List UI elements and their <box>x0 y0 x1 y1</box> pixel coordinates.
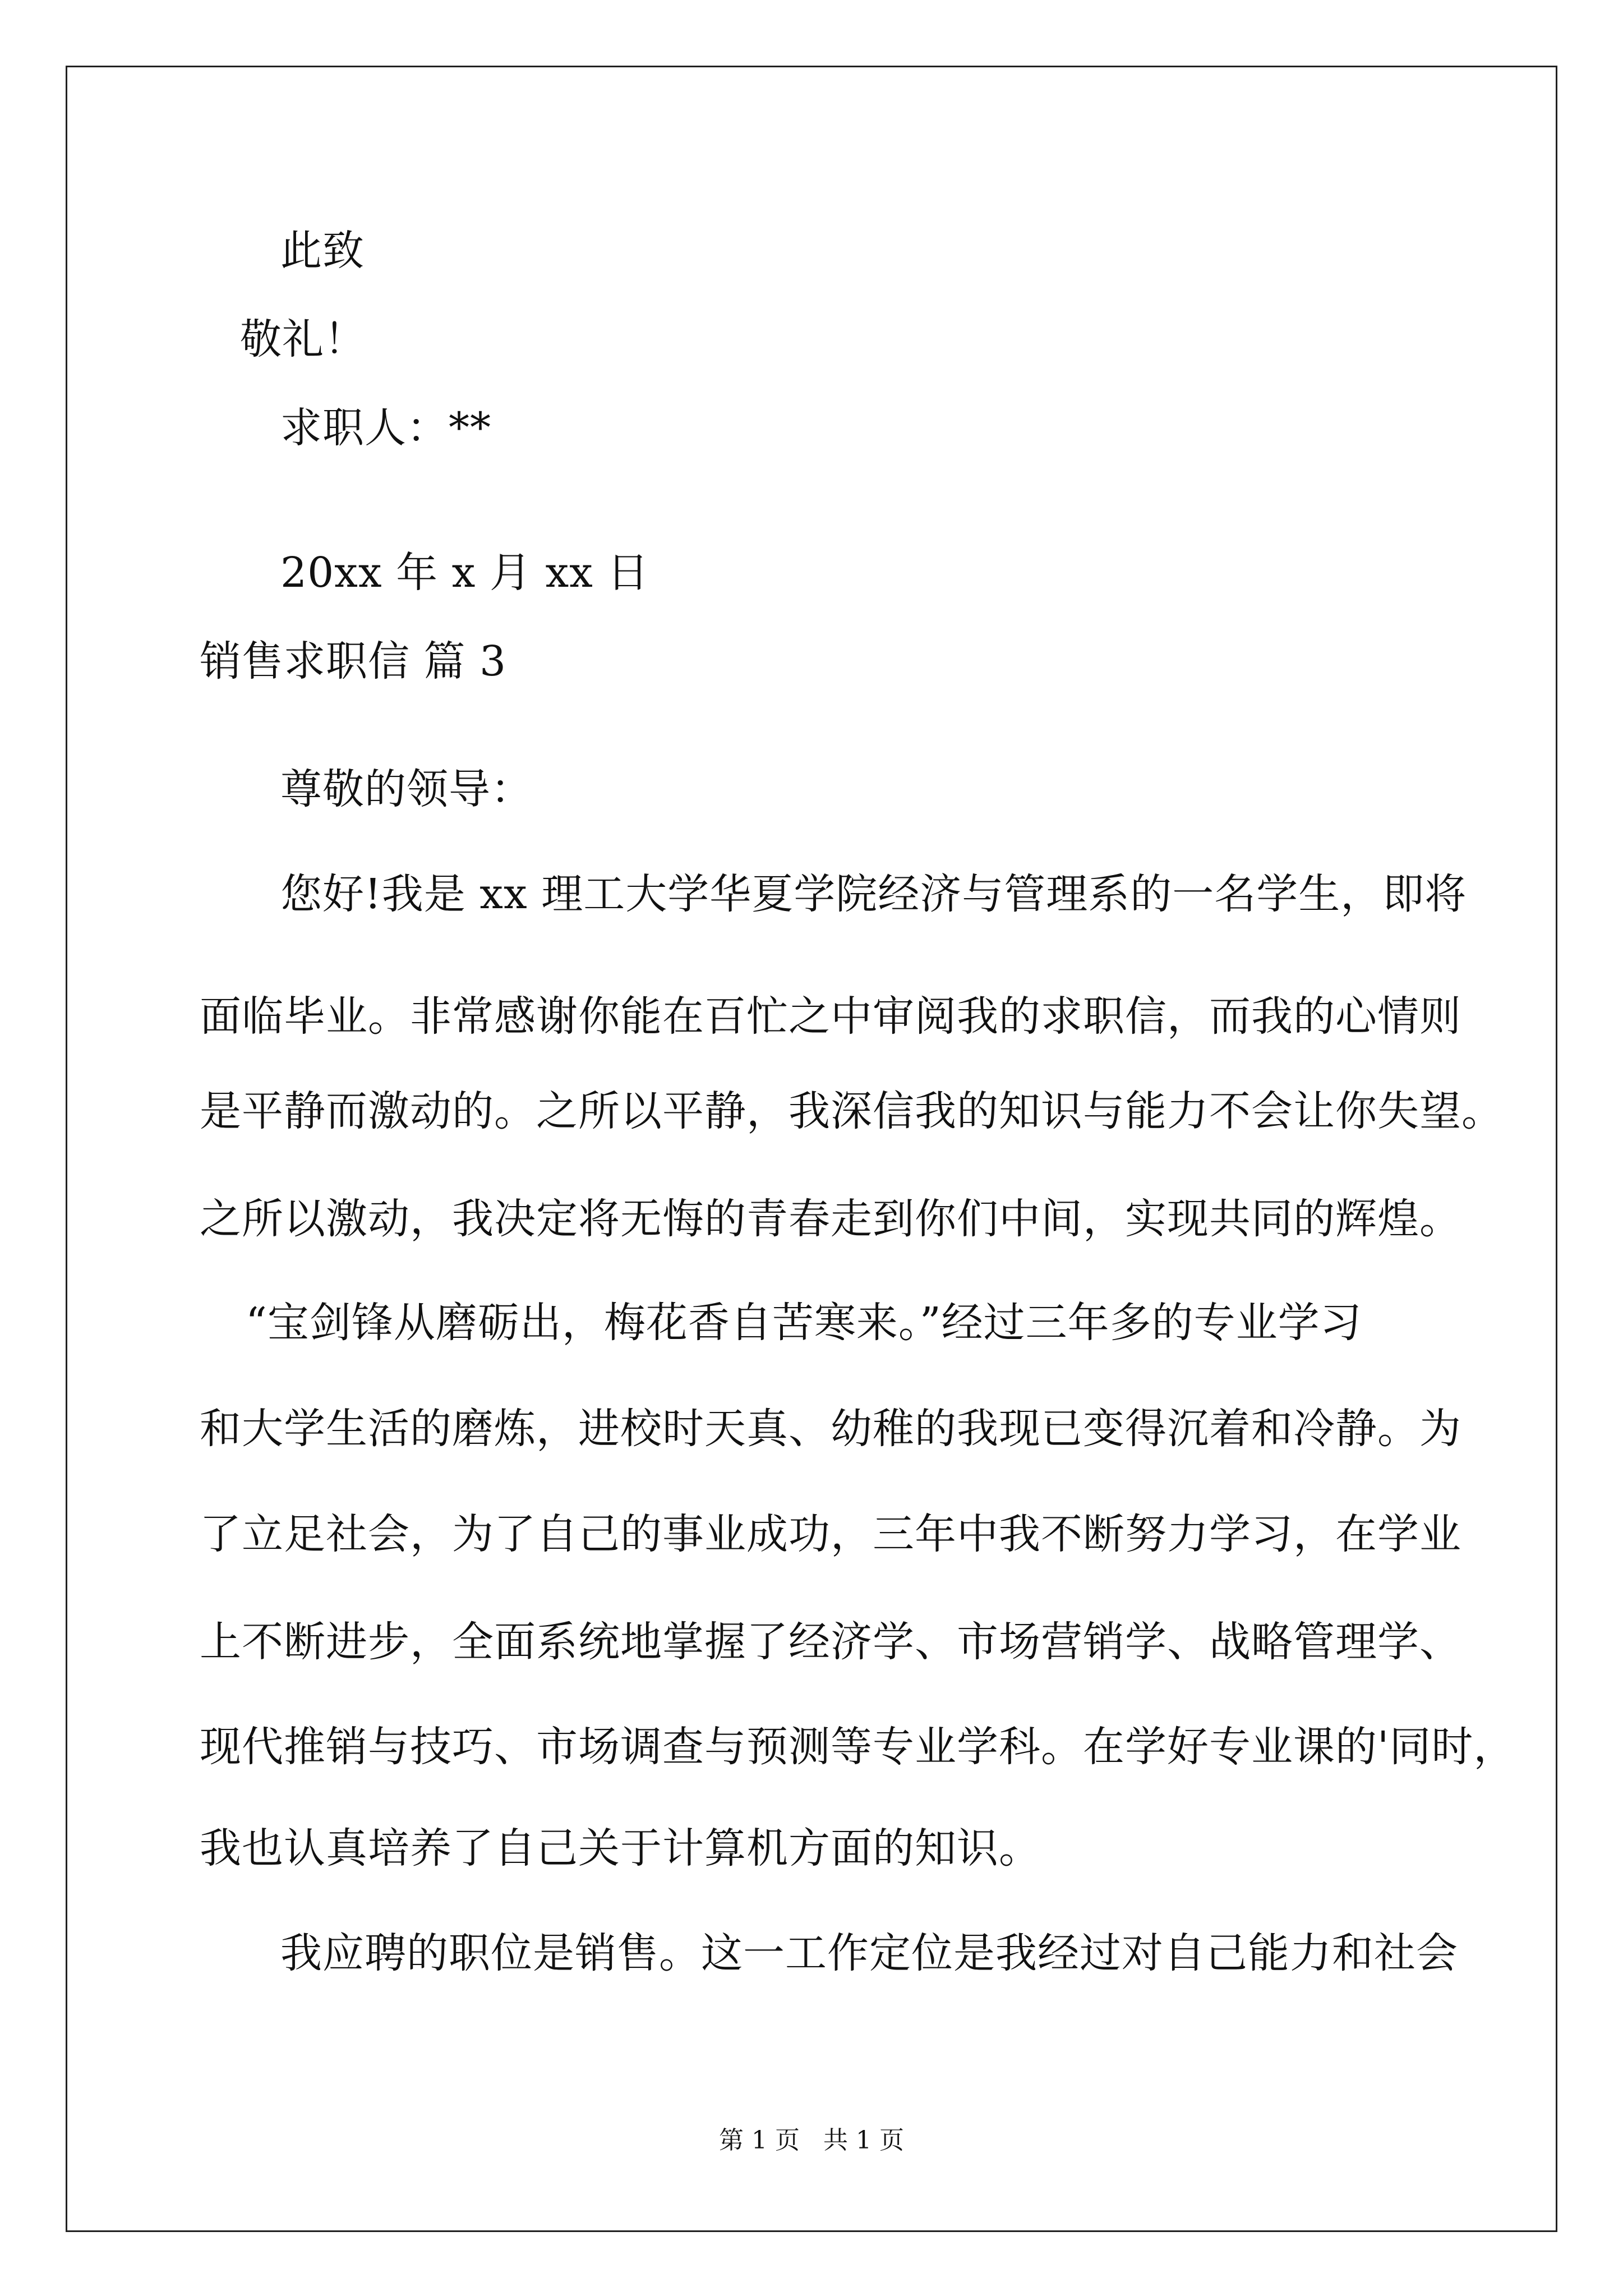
section-title: 销售求职信 篇 3 <box>200 637 507 685</box>
closing-regards: 敬礼！ <box>240 315 366 364</box>
closing-salutation: 此致 <box>280 227 365 275</box>
body-line: 之所以激动，我决定将无悔的青春走到你们中间，实现共同的辉煌。 <box>200 1195 1461 1243</box>
body-line: 了立足社会，为了自己的事业成功，三年中我不断努力学习，在学业 <box>200 1510 1461 1558</box>
body-line: 上不断进步，全面系统地掌握了经济学、市场营销学、战略管理学、 <box>200 1618 1461 1666</box>
body-line: 您好!我是 xx 理工大学华夏学院经济与管理系的一名学生，即将 <box>280 870 1467 918</box>
body-line: “宝剑锋从磨砺出，梅花香自苦寒来。”经过三年多的专业学习 <box>246 1299 1362 1347</box>
body-line: 面临毕业。非常感谢你能在百忙之中审阅我的求职信，而我的心情则 <box>200 992 1461 1041</box>
signature-line: 求职人：** <box>280 404 491 452</box>
body-line: 我也认真培养了自己关于计算机方面的知识。 <box>200 1824 1041 1872</box>
body-line: 我应聘的职位是销售。这一工作定位是我经过对自己能力和社会 <box>280 1929 1458 1977</box>
greeting: 尊敬的领导： <box>280 765 533 813</box>
page-border <box>66 66 1557 2232</box>
body-line: 现代推销与技巧、市场调查与预测等专业学科。在学好专业课的'同时， <box>200 1723 1516 1771</box>
body-line: 是平静而激动的。之所以平静，我深信我的知识与能力不会让你失望。 <box>200 1087 1504 1135</box>
date-line: 20xx 年 x 月 xx 日 <box>280 549 649 597</box>
body-line: 和大学生活的磨炼，进校时天真、幼稚的我现已变得沉着和冷静。为 <box>200 1405 1461 1453</box>
page-number: 第 1 页 共 1 页 <box>719 2126 904 2155</box>
